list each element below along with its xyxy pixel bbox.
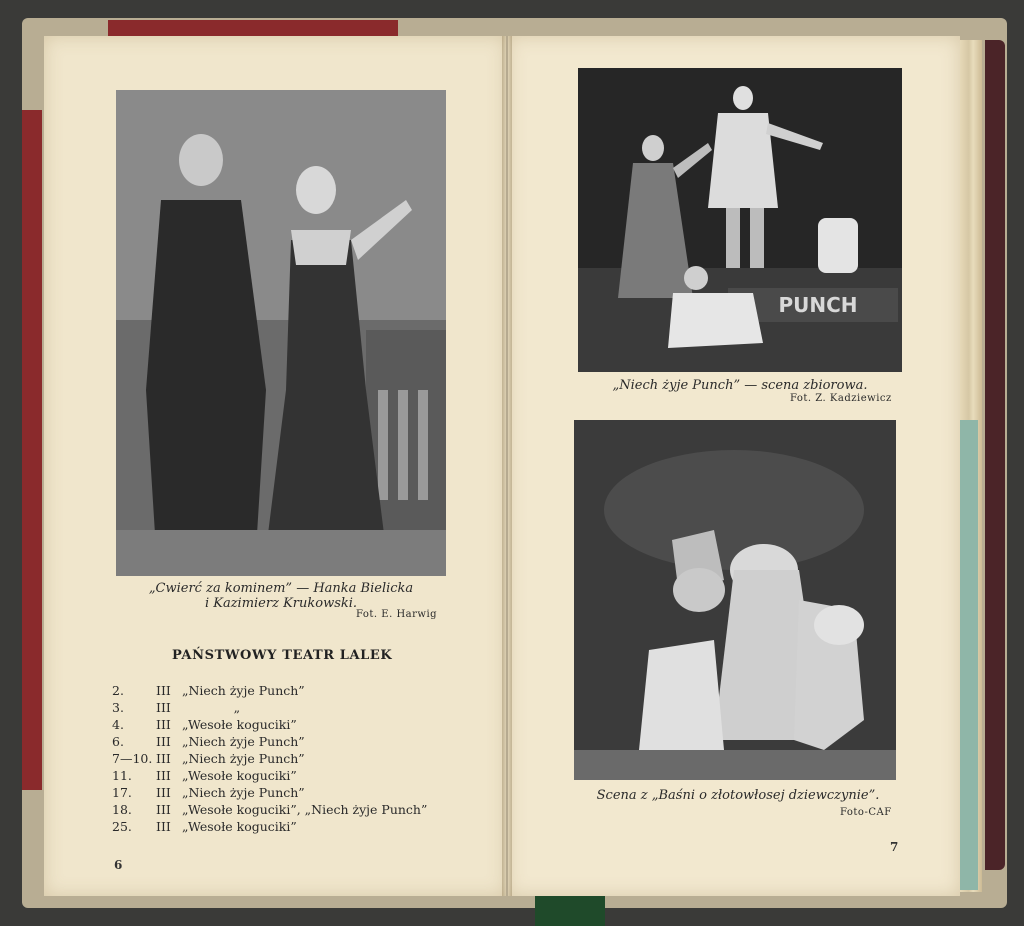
row-day: 2. xyxy=(112,683,124,698)
row-month: III xyxy=(156,717,171,732)
row-month: III xyxy=(156,683,171,698)
row-month: III xyxy=(156,734,171,749)
row-title: „Niech żyje Punch” xyxy=(182,785,305,800)
top-photo-caption: „Niech żyje Punch” — scena zbiorowa. xyxy=(612,378,868,393)
bottom-photo-credit: Foto-CAF xyxy=(840,807,892,818)
row-title: „Niech żyje Punch” xyxy=(182,734,305,749)
row-month: III xyxy=(156,751,171,766)
row-title: „Wesołe koguciki” xyxy=(182,717,297,732)
row-month: III xyxy=(156,819,171,834)
caption-line-2: i Kazimierz Krukowski. xyxy=(204,596,358,611)
row-title: „Niech żyje Punch” xyxy=(182,751,305,766)
top-photo-credit: Fot. Z. Kadziewicz xyxy=(790,393,892,404)
bookmark-ribbon xyxy=(535,896,605,926)
row-day: 7—10. xyxy=(112,751,153,766)
row-title: „Wesołe koguciki” xyxy=(182,819,297,834)
book-gutter xyxy=(502,36,512,896)
row-title: „ xyxy=(182,700,241,715)
photo-actors-image xyxy=(116,90,446,576)
row-title: „Wesołe koguciki” xyxy=(182,768,297,783)
row-title: „Wesołe koguciki”, „Niech żyje Punch” xyxy=(182,802,428,817)
schedule-row xyxy=(112,750,472,767)
row-month: III xyxy=(156,785,171,800)
left-photo-credit: Fot. E. Harwig xyxy=(356,609,438,620)
schedule-row xyxy=(112,733,472,750)
schedule-row xyxy=(112,767,472,784)
row-day: 6. xyxy=(112,734,124,749)
schedule-row xyxy=(112,699,472,716)
row-day: 18. xyxy=(112,802,132,817)
schedule-row xyxy=(112,801,472,818)
right-page xyxy=(508,36,960,896)
cover-back-edge xyxy=(985,40,1005,870)
row-day: 3. xyxy=(112,700,124,715)
row-month: III xyxy=(156,700,171,715)
right-page-number: 7 xyxy=(890,840,899,854)
row-day: 11. xyxy=(112,768,132,783)
caption-line-1: „Cwierć za kominem” — Hanka Bielicka xyxy=(148,581,414,596)
row-day: 25. xyxy=(112,819,132,834)
row-title: „Niech żyje Punch” xyxy=(182,683,305,698)
photo-actors xyxy=(116,90,446,576)
photo-fairy-tale-puppets xyxy=(574,420,896,780)
theatre-heading: PAŃSTWOWY TEATR LALEK xyxy=(172,648,393,663)
row-month: III xyxy=(156,802,171,817)
performance-schedule xyxy=(112,682,472,835)
row-day: 17. xyxy=(112,785,132,800)
cover-spine-red xyxy=(22,110,42,790)
schedule-row xyxy=(112,682,472,699)
row-month: III xyxy=(156,768,171,783)
left-page-number: 6 xyxy=(114,858,123,872)
schedule-row xyxy=(112,818,472,835)
page-edge-green xyxy=(960,420,978,890)
svg-text:PUNCH: PUNCH xyxy=(778,293,858,317)
row-day: 4. xyxy=(112,717,124,732)
schedule-row xyxy=(112,716,472,733)
left-photo-caption xyxy=(116,581,446,611)
photo-punch-scene xyxy=(578,68,902,372)
photo-punch-scene-image xyxy=(578,68,902,372)
schedule-row xyxy=(112,784,472,801)
photo-fairy-tale-image xyxy=(574,420,896,780)
bottom-photo-caption: Scena z „Baśni o złotowłosej dziewczynie”. xyxy=(596,788,880,803)
